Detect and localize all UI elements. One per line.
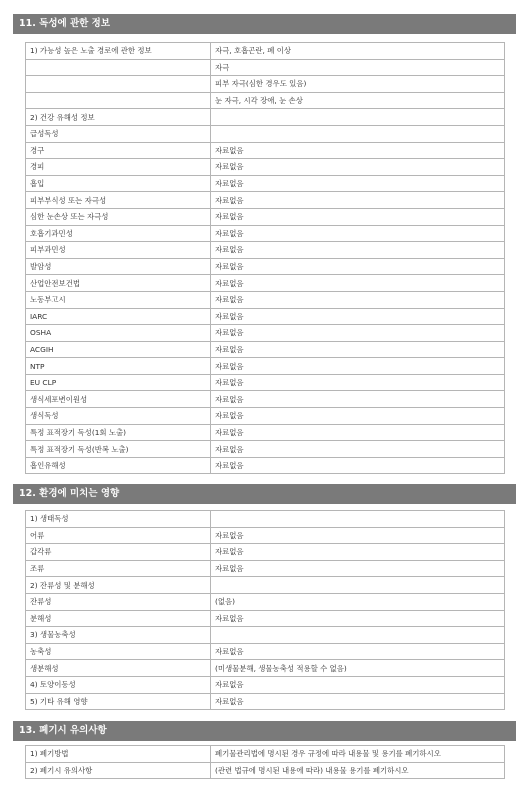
table-row <box>26 341 505 358</box>
row-label: 경구 <box>26 142 211 159</box>
row-label: IARC <box>26 308 211 325</box>
table-row <box>26 560 505 577</box>
row-label: 2) 건강 유해성 정보 <box>26 109 211 126</box>
row-label: 경피 <box>26 159 211 176</box>
row-value: (미생물분해, 생물농축성 적용할 수 없음) <box>211 660 505 677</box>
table-row <box>26 544 505 561</box>
table-row <box>26 693 505 710</box>
row-label: 피부과민성 <box>26 242 211 259</box>
row-label: 1) 폐기방법 <box>26 746 211 763</box>
row-label <box>26 92 211 109</box>
table-row <box>26 208 505 225</box>
row-label: 노동부고시 <box>26 291 211 308</box>
row-value <box>211 125 505 142</box>
row-label: 잔류성 <box>26 593 211 610</box>
table-row <box>26 125 505 142</box>
row-value <box>211 577 505 594</box>
row-value: 자극 <box>211 59 505 76</box>
row-label: 어류 <box>26 527 211 544</box>
row-label: 조류 <box>26 560 211 577</box>
table-row <box>26 408 505 425</box>
table-row <box>26 391 505 408</box>
row-label: 1) 생태독성 <box>26 511 211 528</box>
row-value: 자료없음 <box>211 643 505 660</box>
row-label: 특정 표적장기 독성(1회 노출) <box>26 424 211 441</box>
row-value: 눈 자극, 시각 장애, 눈 손상 <box>211 92 505 109</box>
row-label: 흡인유해성 <box>26 457 211 474</box>
table-row <box>26 92 505 109</box>
table-row <box>26 275 505 292</box>
row-label: 특정 표적장기 독성(반복 노출) <box>26 441 211 458</box>
table-row <box>26 577 505 594</box>
row-value: 자료없음 <box>211 225 505 242</box>
row-value: 자료없음 <box>211 676 505 693</box>
section-13-header: 13. 폐기시 유의사항 <box>13 721 516 741</box>
row-value: 자료없음 <box>211 358 505 375</box>
row-value: 자극, 호흡곤란, 폐 이상 <box>211 43 505 60</box>
row-label: EU CLP <box>26 374 211 391</box>
row-value: 자료없음 <box>211 142 505 159</box>
row-value: 자료없음 <box>211 275 505 292</box>
row-label: 갑각류 <box>26 544 211 561</box>
row-value: 피부 자극(심한 경우도 있음) <box>211 76 505 93</box>
table-row <box>26 610 505 627</box>
row-value: 자료없음 <box>211 544 505 561</box>
table-row <box>26 159 505 176</box>
table-row <box>26 258 505 275</box>
row-value: 자료없음 <box>211 291 505 308</box>
row-label: 2) 폐기시 유의사항 <box>26 762 211 779</box>
row-label: 흡입 <box>26 175 211 192</box>
row-label: 급성독성 <box>26 125 211 142</box>
row-value <box>211 511 505 528</box>
table-row <box>26 192 505 209</box>
row-label: 호흡기과민성 <box>26 225 211 242</box>
row-label: 2) 잔류성 및 분해성 <box>26 577 211 594</box>
row-label: 5) 기타 유해 영향 <box>26 693 211 710</box>
row-value: (관련 법규에 명시된 내용에 따라) 내용물 용기를 폐기하시오 <box>211 762 505 779</box>
row-value: 자료없음 <box>211 308 505 325</box>
row-value: 자료없음 <box>211 391 505 408</box>
row-value: 자료없음 <box>211 424 505 441</box>
row-value: 자료없음 <box>211 610 505 627</box>
table-row <box>26 142 505 159</box>
section-13-table <box>25 745 505 779</box>
row-label: OSHA <box>26 325 211 342</box>
row-value <box>211 109 505 126</box>
table-row <box>26 43 505 60</box>
row-value: 폐기물관리법에 명시된 경우 규정에 따라 내용물 및 용기를 폐기하시오 <box>211 746 505 763</box>
table-row <box>26 374 505 391</box>
row-label: 피부부식성 또는 자극성 <box>26 192 211 209</box>
table-row <box>26 291 505 308</box>
table-row <box>26 762 505 779</box>
row-label: ACGIH <box>26 341 211 358</box>
table-row <box>26 676 505 693</box>
table-row <box>26 627 505 644</box>
row-value: 자료없음 <box>211 258 505 275</box>
row-label: 심한 눈손상 또는 자극성 <box>26 208 211 225</box>
row-value: 자료없음 <box>211 208 505 225</box>
row-label <box>26 76 211 93</box>
table-row <box>26 643 505 660</box>
section-12-header: 12. 환경에 미치는 영향 <box>13 484 516 504</box>
table-row <box>26 308 505 325</box>
row-value: 자료없음 <box>211 242 505 259</box>
table-row <box>26 109 505 126</box>
row-label: 산업안전보건법 <box>26 275 211 292</box>
table-row <box>26 358 505 375</box>
row-value: 자료없음 <box>211 527 505 544</box>
row-label <box>26 59 211 76</box>
row-label: 4) 토양이동성 <box>26 676 211 693</box>
row-value: 자료없음 <box>211 560 505 577</box>
row-value: (없음) <box>211 593 505 610</box>
table-row <box>26 511 505 528</box>
table-row <box>26 457 505 474</box>
row-value: 자료없음 <box>211 408 505 425</box>
table-row <box>26 242 505 259</box>
row-label: 생식독성 <box>26 408 211 425</box>
table-row <box>26 325 505 342</box>
table-row <box>26 59 505 76</box>
row-label: 농축성 <box>26 643 211 660</box>
row-label: 생식세포변이원성 <box>26 391 211 408</box>
table-row <box>26 527 505 544</box>
row-value: 자료없음 <box>211 457 505 474</box>
section-12-table <box>25 510 505 710</box>
table-row <box>26 593 505 610</box>
row-label: 생분해성 <box>26 660 211 677</box>
table-row <box>26 441 505 458</box>
section-11-table <box>25 42 505 474</box>
section-11-header: 11. 독성에 관한 정보 <box>13 14 516 34</box>
row-value: 자료없음 <box>211 441 505 458</box>
row-value <box>211 627 505 644</box>
table-row <box>26 746 505 763</box>
row-label: 1) 가능성 높은 노출 경로에 관한 정보 <box>26 43 211 60</box>
table-row <box>26 76 505 93</box>
row-value: 자료없음 <box>211 175 505 192</box>
row-label: 분해성 <box>26 610 211 627</box>
row-label: 발암성 <box>26 258 211 275</box>
table-row <box>26 424 505 441</box>
row-value: 자료없음 <box>211 374 505 391</box>
table-row <box>26 175 505 192</box>
table-row <box>26 225 505 242</box>
row-label: NTP <box>26 358 211 375</box>
row-value: 자료없음 <box>211 325 505 342</box>
row-value: 자료없음 <box>211 341 505 358</box>
row-value: 자료없음 <box>211 693 505 710</box>
row-label: 3) 생물농축성 <box>26 627 211 644</box>
row-value: 자료없음 <box>211 159 505 176</box>
table-row <box>26 660 505 677</box>
row-value: 자료없음 <box>211 192 505 209</box>
